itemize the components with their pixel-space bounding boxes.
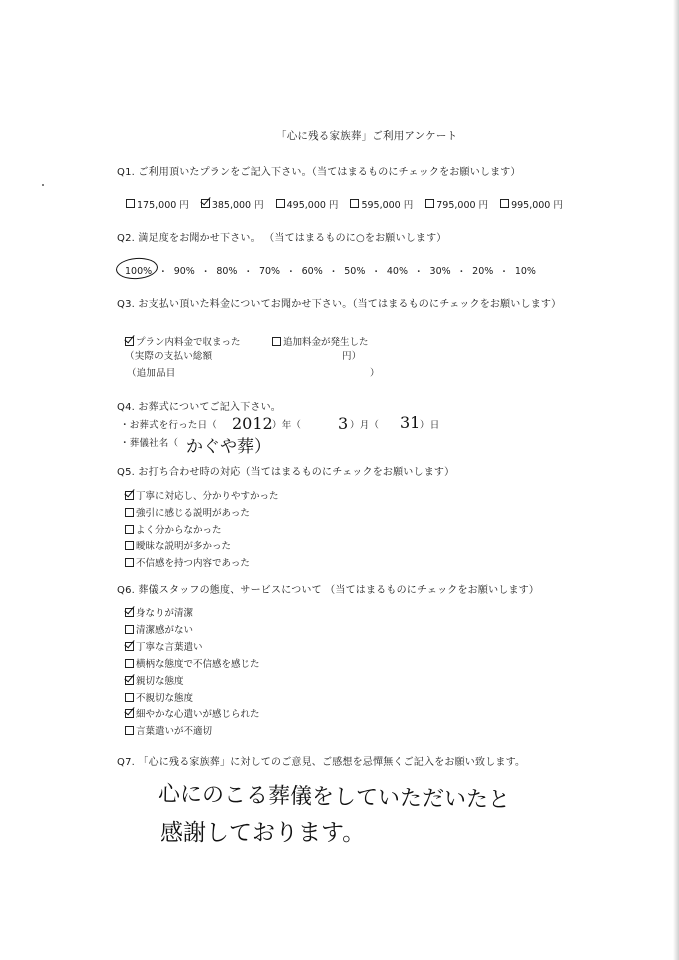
q5-item-4[interactable]: 曖昧な説明が多かった (125, 538, 231, 552)
q6-item-4[interactable]: 横柄な態度で不信感を感じた (125, 656, 260, 670)
q6-item-2[interactable]: 清潔感がない (125, 622, 193, 636)
q5-item-3[interactable]: よく分からなかった (125, 522, 222, 536)
q5-item-5[interactable]: 不信感を持つ内容であった (125, 555, 250, 569)
q1-option-1[interactable]: 175,000 円 (126, 197, 189, 211)
q1-options (126, 197, 563, 211)
q3-option-plan[interactable]: プラン内料金で収まった (125, 334, 241, 348)
q4-question: Q4. お葬式についてご記入下さい。 (117, 402, 281, 413)
q7-question: Q7. 「心に残る家族葬」に対してのご意見、ご感想を忌憚無くご記入をお願い致します。 (117, 757, 526, 768)
checkbox[interactable] (500, 199, 509, 208)
q4-year-value: 2012 (232, 414, 273, 433)
q3-items-label: （追加品目 (127, 368, 176, 379)
q3-total-suffix: 円） (342, 351, 362, 362)
survey-title: 「心に残る家族葬」ご利用アンケート (276, 130, 458, 142)
q4-company-value: かぐや葬） (186, 437, 271, 457)
q3-total-label: （実際の支払い総額 (125, 351, 213, 362)
q4-company-label: ・葬儀社名（ (120, 438, 179, 449)
q5-item-2[interactable]: 強引に感じる説明があった (125, 505, 250, 519)
checkbox[interactable] (125, 541, 134, 550)
checkbox[interactable] (125, 693, 134, 702)
q2-question: Q2. 満足度をお聞かせ下さい。 （当てはまるものに○をお願いします） (117, 233, 447, 244)
q1-option-6[interactable]: 995,000 円 (500, 197, 563, 211)
checkbox[interactable] (126, 199, 135, 208)
q5-item-1[interactable]: 丁寧に対応し、分かりやすかった (125, 488, 279, 502)
q6-item-1[interactable]: 身なりが清潔 (125, 605, 193, 619)
q5-question: Q5. お打ち合わせ時の対応（当てはまるものにチェックをお願いします） (117, 467, 455, 478)
q2-option-70[interactable]: 70% (258, 265, 281, 277)
q2-option-80[interactable]: 80% (216, 265, 238, 277)
checkbox-checked[interactable] (125, 709, 134, 718)
q2-options: 100% ・ 90% ・ 80% ・ 70% ・ 60% ・ 50% ・ 40% ・ 30% ・ 20% ・ 10% (125, 265, 536, 278)
checkbox[interactable] (125, 508, 134, 517)
q3-option-extra[interactable]: 追加料金が発生した (272, 334, 369, 348)
q4-day-value: 31 (400, 413, 421, 432)
q2-option-90[interactable]: 90% (173, 265, 195, 277)
checkbox-checked[interactable] (125, 642, 134, 651)
q1-option-5[interactable]: 795,000 円 (425, 197, 488, 211)
q3-question: Q3. お支払い頂いた料金についてお聞かせ下さい。（当てはまるものにチェックをお願いします） (117, 299, 562, 310)
scan-speck (42, 184, 44, 186)
q4-year-unit: ）年（ (272, 420, 302, 431)
q2-option-30[interactable]: 30% (429, 265, 451, 277)
checkbox-checked[interactable] (125, 676, 134, 685)
q6-item-5[interactable]: 親切な態度 (125, 673, 184, 687)
checkbox-checked[interactable] (125, 608, 134, 617)
q2-option-60[interactable]: 60% (301, 265, 323, 277)
checkbox[interactable] (125, 558, 134, 567)
scan-edge-shadow (673, 0, 679, 960)
q2-option-40[interactable]: 40% (386, 265, 409, 277)
checkbox-checked[interactable] (125, 491, 134, 500)
q6-question: Q6. 葬儀スタッフの態度、サービスについて （当てはまるものにチェックをお願いします） (117, 585, 540, 596)
q6-item-3[interactable]: 丁寧な言葉遣い (125, 639, 203, 653)
checkbox[interactable] (272, 337, 281, 346)
checkbox[interactable] (125, 525, 134, 534)
q6-item-6[interactable]: 不親切な態度 (125, 690, 193, 704)
q1-option-2[interactable]: 385,000 円 (201, 197, 264, 211)
q1-option-4[interactable]: 595,000 円 (350, 197, 413, 211)
q2-option-100[interactable]: 100% (125, 265, 153, 277)
checkbox-checked[interactable] (125, 337, 134, 346)
checkbox[interactable] (125, 625, 134, 634)
q2-option-10[interactable]: 10% (514, 265, 536, 277)
q4-month-value: 3 (338, 414, 349, 433)
q4-month-unit: ）月（ (350, 420, 380, 431)
checkbox[interactable] (425, 199, 434, 208)
checkbox[interactable] (276, 199, 285, 208)
q7-answer-line1: 心にのこる葬儀をしていただいたと (157, 781, 511, 814)
q6-item-8[interactable]: 言葉遣いが不適切 (125, 723, 212, 737)
q1-question: Q1. ご利用頂いたプランをご記入下さい。（当てはまるものにチェックをお願いします） (117, 167, 521, 178)
q6-item-7[interactable]: 細やかな心遣いが感じられた (125, 706, 260, 720)
checkbox[interactable] (125, 659, 134, 668)
checkbox[interactable] (350, 199, 359, 208)
q1-option-3[interactable]: 495,000 円 (276, 197, 339, 211)
checkbox[interactable] (125, 726, 134, 735)
q2-option-20[interactable]: 20% (472, 265, 494, 277)
q7-answer-line2: 感謝しております。 (160, 820, 366, 846)
q4-date-label: ・お葬式を行った日（ (120, 420, 218, 431)
q4-day-unit: ）日 (420, 420, 440, 431)
q3-items-suffix: ） (370, 368, 380, 379)
checkbox-checked[interactable] (201, 199, 210, 208)
q2-option-50[interactable]: 50% (344, 265, 366, 277)
